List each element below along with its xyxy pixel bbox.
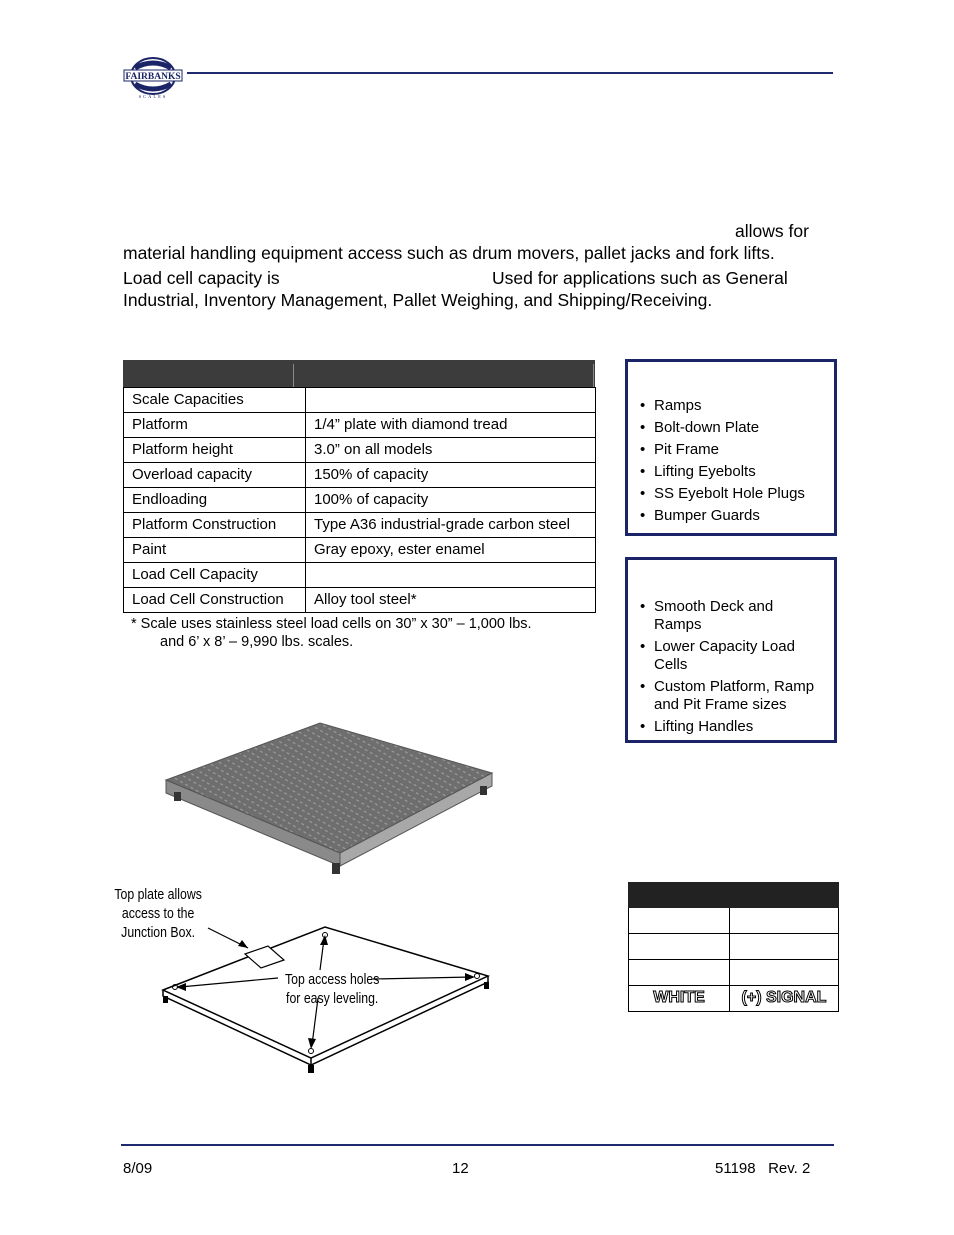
wire-color: WHITE bbox=[629, 986, 730, 1011]
list-item: • Ramps bbox=[628, 397, 834, 415]
spec-label: Platform height bbox=[124, 438, 306, 462]
wire-signal bbox=[730, 934, 838, 959]
spec-table bbox=[123, 387, 596, 613]
intro-line-4: Industrial, Inventory Management, Pallet Weighing, and Shipping/Receiving. bbox=[123, 290, 713, 310]
spec-label: Platform bbox=[124, 413, 306, 437]
wire-table-header bbox=[628, 882, 839, 908]
spec-value: Alloy tool steel* bbox=[314, 591, 417, 608]
spec-value bbox=[306, 563, 595, 587]
table-row bbox=[124, 513, 595, 538]
footnote-line-2: and 6’ x 8’ – 9,990 lbs. scales. bbox=[160, 634, 354, 650]
intro-line-3-start: Load cell capacity is bbox=[123, 268, 280, 288]
wire-signal bbox=[730, 908, 838, 933]
spec-label: Load Cell Capacity bbox=[124, 563, 306, 587]
wire-signal bbox=[730, 960, 838, 985]
table-row bbox=[124, 388, 595, 413]
scale-diagram bbox=[108, 880, 498, 1080]
spec-label: Platform Construction bbox=[124, 513, 306, 537]
intro-line-1: allows for bbox=[735, 221, 809, 241]
list-item: • Lifting Eyebolts bbox=[628, 463, 834, 481]
intro-line-3-end: Used for applications such as General bbox=[492, 268, 788, 288]
spec-label: Overload capacity bbox=[124, 463, 306, 487]
list-item: • Bumper Guards bbox=[628, 507, 834, 525]
spec-value: 150% of capacity bbox=[314, 466, 429, 483]
list-item: • Bolt-down Plate bbox=[628, 419, 834, 437]
spec-label: Paint bbox=[124, 538, 306, 562]
table-row bbox=[124, 588, 595, 613]
table-row bbox=[124, 563, 595, 588]
list-item: • Smooth Deck and Ramps bbox=[628, 598, 824, 633]
list-item: • SS Eyebolt Hole Plugs bbox=[628, 485, 834, 503]
junction-box-label: Top plate allows access to the Junction Box. bbox=[114, 886, 202, 941]
list-item: • Lower Capacity Load Cells bbox=[628, 638, 824, 673]
wire-signal: (+) SIGNAL bbox=[741, 989, 827, 1006]
custom-options-box bbox=[625, 557, 837, 743]
table-row bbox=[124, 438, 595, 463]
footnote-line-1: * Scale uses stainless steel load cells on 30” x 30” – 1,000 lbs. bbox=[131, 616, 532, 632]
intro-line-2: material handling equipment access such as drum movers, pallet jacks and fork lifts. bbox=[123, 243, 775, 263]
spec-table-header bbox=[123, 360, 595, 387]
spec-value: Type A36 industrial-grade carbon steel bbox=[314, 516, 570, 533]
footer-rule bbox=[121, 1144, 834, 1146]
table-row bbox=[124, 413, 595, 438]
table-row bbox=[628, 960, 839, 986]
table-row bbox=[628, 986, 839, 1012]
options-box bbox=[625, 359, 837, 536]
table-row bbox=[124, 463, 595, 488]
fairbanks-logo bbox=[123, 56, 183, 100]
wire-color bbox=[629, 908, 730, 933]
wire-color bbox=[629, 934, 730, 959]
table-row bbox=[628, 908, 839, 934]
list-item: • Custom Platform, Ramp and Pit Frame sizes bbox=[628, 678, 824, 713]
table-row bbox=[124, 488, 595, 513]
spec-value: Gray epoxy, ester enamel bbox=[314, 541, 485, 558]
footer-date: 8/09 bbox=[123, 1160, 153, 1177]
list-item: • Lifting Handles bbox=[628, 718, 824, 736]
page-number: 12 bbox=[452, 1160, 469, 1177]
spec-value: 1/4” plate with diamond tread bbox=[314, 416, 508, 433]
table-row bbox=[124, 538, 595, 563]
list-item: • Pit Frame bbox=[628, 441, 834, 459]
spec-value: 100% of capacity bbox=[314, 491, 429, 508]
logo-subtext: SCALES bbox=[138, 94, 168, 99]
spec-label: Scale Capacities bbox=[124, 388, 306, 412]
leveling-holes-label: Top access holes for easy leveling. bbox=[285, 971, 380, 1007]
spec-label: Load Cell Construction bbox=[124, 588, 306, 612]
spec-value bbox=[306, 388, 595, 412]
header-rule bbox=[187, 72, 833, 74]
spec-label: Endloading bbox=[124, 488, 306, 512]
wire-color bbox=[629, 960, 730, 985]
spec-value: 3.0” on all models bbox=[314, 441, 433, 458]
spec-footnote bbox=[131, 615, 532, 651]
logo-text: FAIRBANKS bbox=[125, 72, 181, 82]
scale-photo bbox=[160, 718, 500, 886]
wire-color-table bbox=[628, 882, 839, 1012]
document-number: 51198 Rev. 2 bbox=[715, 1160, 811, 1177]
table-row bbox=[628, 934, 839, 960]
